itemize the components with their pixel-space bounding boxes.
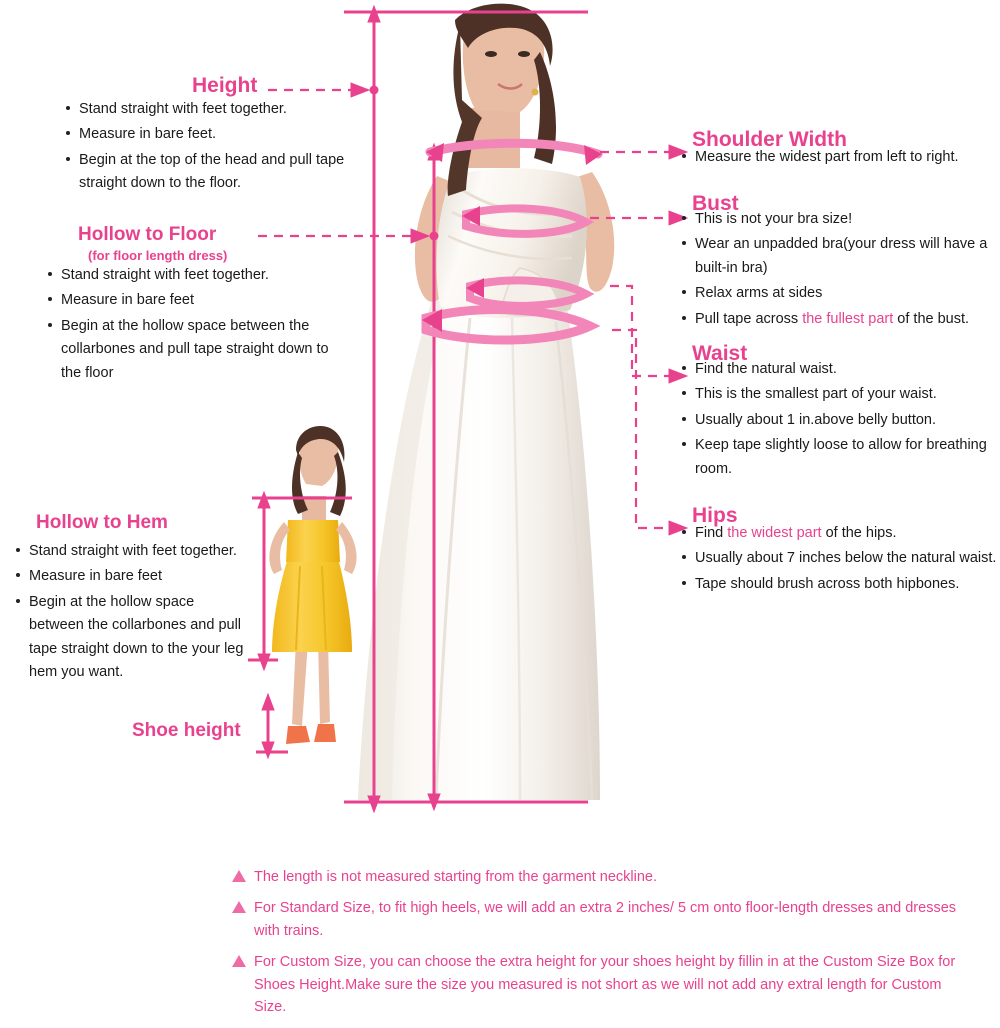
list-item: Begin at the hollow space between the collarbones and pull tape straight down to the floor <box>46 315 346 385</box>
footnote-item <box>232 866 972 888</box>
list-item: Stand straight with feet together. <box>14 540 244 563</box>
footnote-item <box>232 951 972 1018</box>
list-item: Measure in bare feet. <box>64 123 364 146</box>
footnote-text: For Custom Size, you can choose the extra height for your shoes height by fillin in at the Custom Size Box for Shoes Height.Make sure the size you measured is not short as we will not add any extral length for Custom Size. <box>254 954 956 1016</box>
shoe-height-heading: Shoe height <box>132 720 241 741</box>
list-item: Wear an unpadded bra(your dress will have a built-in bra) <box>680 233 1000 280</box>
list-item: Begin at the top of the head and pull tape straight down to the floor. <box>64 149 364 196</box>
list-item: Stand straight with feet together. <box>46 264 346 287</box>
list-item: Usually about 7 inches below the natural waist. <box>680 547 1000 570</box>
short-model-figure <box>269 426 356 744</box>
list-item: Measure the widest part from left to right. <box>680 146 1000 169</box>
warning-triangle-icon <box>232 955 246 967</box>
hips-highlight: the widest part <box>727 525 822 541</box>
footnote-list <box>232 866 972 1028</box>
list-item: Relax arms at sides <box>680 282 1000 305</box>
tall-model-figure <box>358 4 614 800</box>
list-item: Keep tape slightly loose to allow for breathing room. <box>680 434 1000 481</box>
list-item: Find the natural waist. <box>680 358 1000 381</box>
bust-highlight: the fullest part <box>802 310 894 327</box>
waist-heading: Waist <box>692 342 748 365</box>
list-item: Measure in bare feet <box>14 565 244 588</box>
shoulder-width-bullet-list <box>680 146 1000 171</box>
list-item-hips-widest: Find the widest part of the hips. <box>680 522 1000 545</box>
height-heading: Height <box>192 74 258 97</box>
warning-triangle-icon <box>232 870 246 882</box>
hollow-to-floor-subtitle: (for floor length dress) <box>88 248 228 263</box>
bust-bullet-list <box>680 208 1000 333</box>
hollow-to-floor-bullet-list <box>46 264 346 387</box>
footnote-item <box>232 897 972 942</box>
hollow-to-floor-heading: Hollow to Floor (for floor length dress) <box>78 224 228 263</box>
hollow-to-hem-heading: Hollow to Hem <box>36 512 168 533</box>
list-item: This is the smallest part of your waist. <box>680 383 1000 406</box>
warning-triangle-icon <box>232 901 246 913</box>
shoulder-width-heading: Shoulder Width <box>692 128 847 151</box>
hollow-to-hem-bullet-list <box>14 540 244 687</box>
bust-heading: Bust <box>692 192 739 215</box>
height-bullet-list <box>64 98 364 198</box>
list-item: Tape should brush across both hipbones. <box>680 573 1000 596</box>
list-item: Begin at the hollow space between the collarbones and pull tape straight down to the your leg hem you want. <box>14 591 244 685</box>
list-item-bust-fullest: Pull tape across the fullest part of the bust. <box>680 308 1000 331</box>
list-item: Usually about 1 in.above belly button. <box>680 409 1000 432</box>
hips-heading: Hips <box>692 504 738 527</box>
footnote-text: For Standard Size, to fit high heels, we will add an extra 2 inches/ 5 cm onto floor-length dresses and dresses with trains. <box>254 900 957 939</box>
list-item: Measure in bare feet <box>46 289 346 312</box>
list-item: Stand straight with feet together. <box>64 98 364 121</box>
hips-bullet-list <box>680 522 1000 598</box>
shoe-height-measure-line <box>256 694 288 758</box>
list-item: This is not your bra size! <box>680 208 1000 231</box>
waist-bullet-list <box>680 358 1000 483</box>
footnote-text: The length is not measured starting from the garment neckline. <box>254 869 657 885</box>
